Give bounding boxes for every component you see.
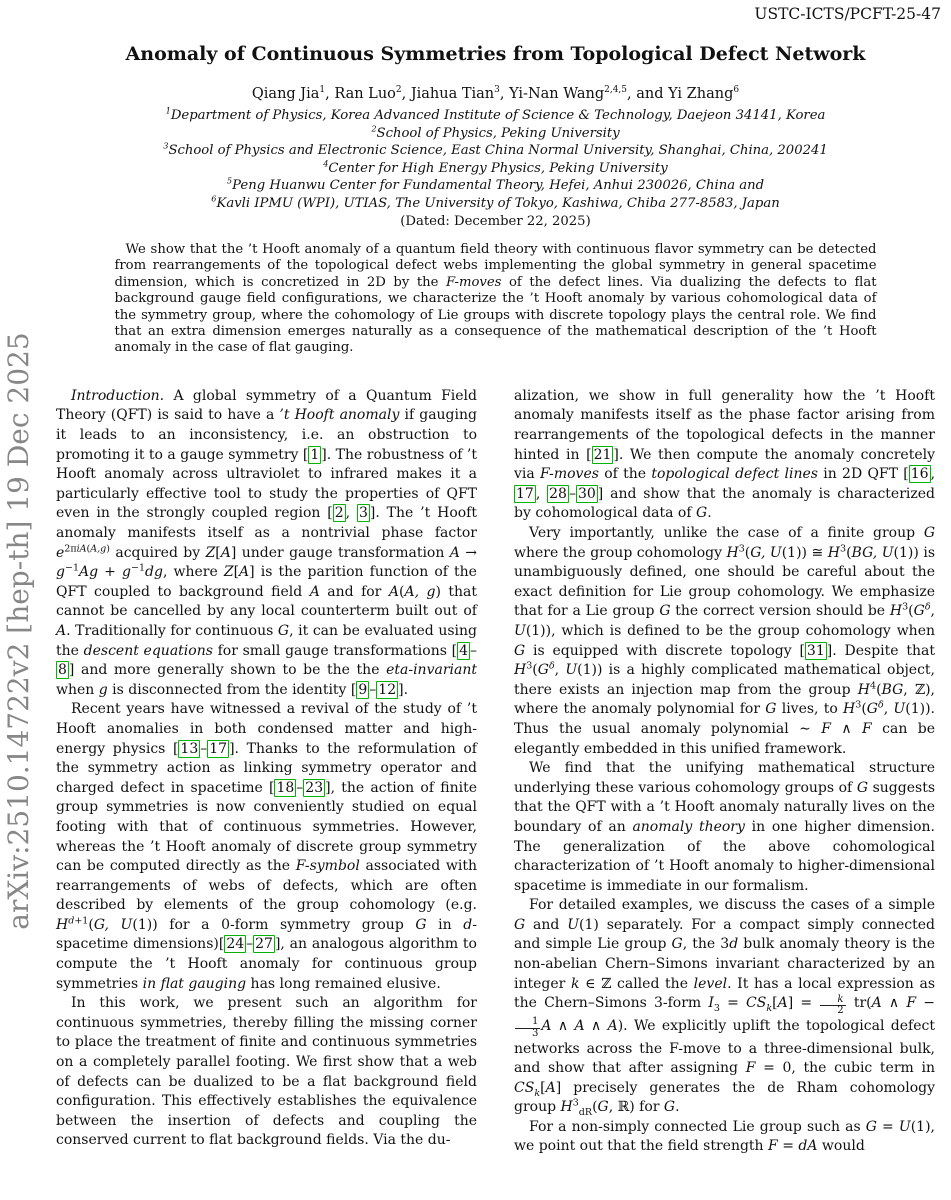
citation-link[interactable]: 9 <box>358 681 368 698</box>
citation-link[interactable]: 23 <box>305 779 324 796</box>
right-column <box>514 387 935 1157</box>
citation-link[interactable]: 17 <box>209 740 228 757</box>
paragraph: alization, we show in full generality how the ’t Hooft anomaly manifests itself as the phase factor arising from rearrangements of the topological defects in the manner hinted in [ 21 ]. We then compute the anomaly concretely via F-moves of the topological defect lines in 2D QFT [ 16 , 17 , 28 – 30 ] and show that the anomaly is characterized by cohomological data of G. <box>514 387 936 522</box>
paragraph: For detailed examples, we discuss the cases of a simple G and U(1) separately. For a compact simply connected and simple Lie group G, the 3d bulk anomaly theory is the non-abelian Chern–Simons invariant characterized by an integer k ∈ ℤ called the level. It has a local expression as the Chern–Simons 3-form $I_3 = CS_k[A]$ = $\frac{k}{2}$ tr(A ∧ F − $\frac{1}{3}$ A ∧ A ∧ A). We explicitly uplift the topological defect networks across the F-move to a three-dimensional bulk, and show that after assigning F = 0, the cubic term in $CS_k[A]$ precisely generates the de Rham cohomology group $H^3_{dR}(G$, ℝ) for G. <box>514 897 935 1119</box>
affiliation-line: $^5$Peng Huanwu Center for Fundamental Theory, Hefei, Anhui 230026, China and <box>226 175 765 193</box>
citation-link[interactable]: 16 <box>910 466 929 483</box>
citation-link[interactable]: 3 <box>358 505 368 522</box>
author-line: Qiang Jia$^1$, Ran Luo$^2$, Jiahua Tian$^3$, Yi-Nan Wang$^{2,4,5}$, and Yi Zhang$^6$ <box>251 85 740 102</box>
abstract: We show that the ’t Hooft anomaly of a quantum field theory with continuous flavor symmetry can be detected from rearrangements of the topological defect webs implementing the global symmetry in general spacetime dimension, which is concretized in 2D by the F-moves of the defect lines. Via dualizing the defects to flat background gauge field configurations, we characterize the ’t Hooft anomaly by various cohomological data of the symmetry group, where the cohomology of Lie groups with discrete topology plays the central role. We find that an extra dimension emerges naturally as a consequence of the mathematical description of the ’t Hooft anomaly in the case of flat gauging. <box>114 242 877 356</box>
paragraph: Very importantly, unlike the case of a finite group G where the group cohomology $H^3(G$, U(1)) ≅ $H^3(BG$, U(1)) is unambiguously defined, one should be careful about the exact definition for Lie group cohomology. We emphasize that for a Lie group G the correct version should be $H^3(G^\delta$, U(1)), which is defined to be the group cohomology when G is equipped with discrete topology [ 31 ]. Despite that $H^3(G^\delta$, U(1)) is a highly complicated mathematical object, there exists an injection map from the group $H^4(BG$, ℤ), where the anomaly polynomial for G lives, to $H^3(G^\delta$, U(1)). Thus the usual anomaly polynomial ∼ F ∧ F can be elegantly embedded in this unified framework. <box>514 525 936 757</box>
citation-link[interactable]: 1 <box>310 446 320 463</box>
preprint-number: USTC-ICTS/PCFT-25-47 <box>754 5 941 23</box>
dated-line: (Dated: December 22, 2025) <box>400 214 591 229</box>
affiliation-line: $^4$Center for High Energy Physics, Peking University <box>323 158 668 176</box>
paper-content <box>56 0 935 1157</box>
citation-link[interactable]: 18 <box>276 779 295 796</box>
two-column-body <box>56 387 935 1157</box>
arxiv-stamp: arXiv:2510.14722v2 [hep-th] 19 Dec 2025 <box>2 332 35 930</box>
citation-link[interactable]: 21 <box>593 446 612 463</box>
paragraph: In this work, we present such an algorithm for continuous symmetries, thereby filling the missing corner to place the treatment of finite and continuous symmetries on a completely parallel footing. We first show that a web of defects can be dualized to be a flat background field configuration. This effectively establishes the equivalence between the insertion of defects and coupling the conserved current to flat background fields. Via the du- <box>56 995 477 1149</box>
citation-link[interactable]: 8 <box>58 662 67 679</box>
affiliation-line: $^2$School of Physics, Peking University <box>371 123 620 141</box>
citation-link[interactable]: 12 <box>378 681 397 698</box>
citation-link[interactable]: 13 <box>180 740 199 757</box>
citation-link[interactable]: 30 <box>577 485 596 502</box>
paragraph: Introduction. A global symmetry of a Quantum Field Theory (QFT) is said to have a ’t Hooft anomaly if gauging it leads to an inconsistency, i.e. an obstruction to promoting it to a gauge symmetry [ 1 ]. The robustness of ’t Hooft anomaly across ultraviolet to infrared makes it a particularly effective tool to study the properties of QFT even in the strongly coupled region [ 2 , 3 ]. The ’t Hooft anomaly manifests itself as a nontrivial phase factor $e^{2\pi iA(A,g)}$ acquired by Z[A] under gauge transformation $A \to g^{-1}Ag + g^{-1}dg$, where Z[A] is the parition function of the QFT coupled to background field A and for A(A, g) that cannot be cancelled by any local counterterm built out of A. Traditionally for continuous G, it can be evaluated using the descent equations for small gauge transformations [ 4 –8 ] and more generally shown to be the the eta-invariant when g is disconnected from the identity [ 9 – 12 ]. <box>56 387 477 698</box>
paper-title: Anomaly of Continuous Symmetries from Topological Defect Network <box>125 43 866 65</box>
affiliation-line: $^3$School of Physics and Electronic Science, East China Normal University, Shanghai, China, 200241 <box>163 140 828 158</box>
affiliation-line: $^1$Department of Physics, Korea Advanced Institute of Science & Technology, Daejeon 34141, Korea <box>165 105 826 123</box>
citation-link[interactable]: 27 <box>255 936 273 953</box>
citation-link[interactable]: 17 <box>516 485 534 502</box>
citation-link[interactable]: 28 <box>549 485 567 502</box>
citation-link[interactable]: 2 <box>334 505 344 522</box>
left-column <box>56 387 477 1157</box>
affiliation-list <box>56 107 935 212</box>
citation-link[interactable]: 31 <box>806 642 825 659</box>
paragraph: For a non-simply connected Lie group such as G = U(1), we point out that the field strength F = dA would <box>514 1118 935 1155</box>
paragraph: Recent years have witnessed a revival of the study of ’t Hooft anomalies in both condensed matter and high-energy physics [ 13 – 17 ]. Thanks to the reformulation of the symmetry action as linking symmetry operator and charged defect in spacetime [ 18 – 23 ], the action of finite group symmetries is now conveniently studied on equal footing with that of continuous symmetries. However, whereas the ’t Hooft anomaly of discrete group symmetry can be computed directly as the F-symbol associated with rearrangements of webs of defects, which are often described by elements of the group cohomology (e.g. $H^{d+1}(G$, U(1)) for a 0-form symmetry group G in d-spacetime dimensions)[ 24 – 27 ], an analogous algorithm to compute the ’t Hooft anomaly for continuous group symmetries in flat gauging has long remained elusive. <box>56 701 478 992</box>
citation-link[interactable]: 4 <box>459 642 468 659</box>
paragraph: We find that the unifying mathematical structure underlying these various cohomology groups of G suggests that the QFT with a ’t Hooft anomaly naturally lives on the boundary of an anomaly theory in one higher dimension. The generalization of the above cohomological characterization of ’t Hooft anomaly to higher-dimensional spacetime is immediate in our formalism. <box>514 760 936 894</box>
affiliation-line: $^6$Kavli IPMU (WPI), UTIAS, The University of Tokyo, Kashiwa, Chiba 277-8583, Japan <box>211 193 780 211</box>
citation-link[interactable]: 24 <box>226 936 245 953</box>
